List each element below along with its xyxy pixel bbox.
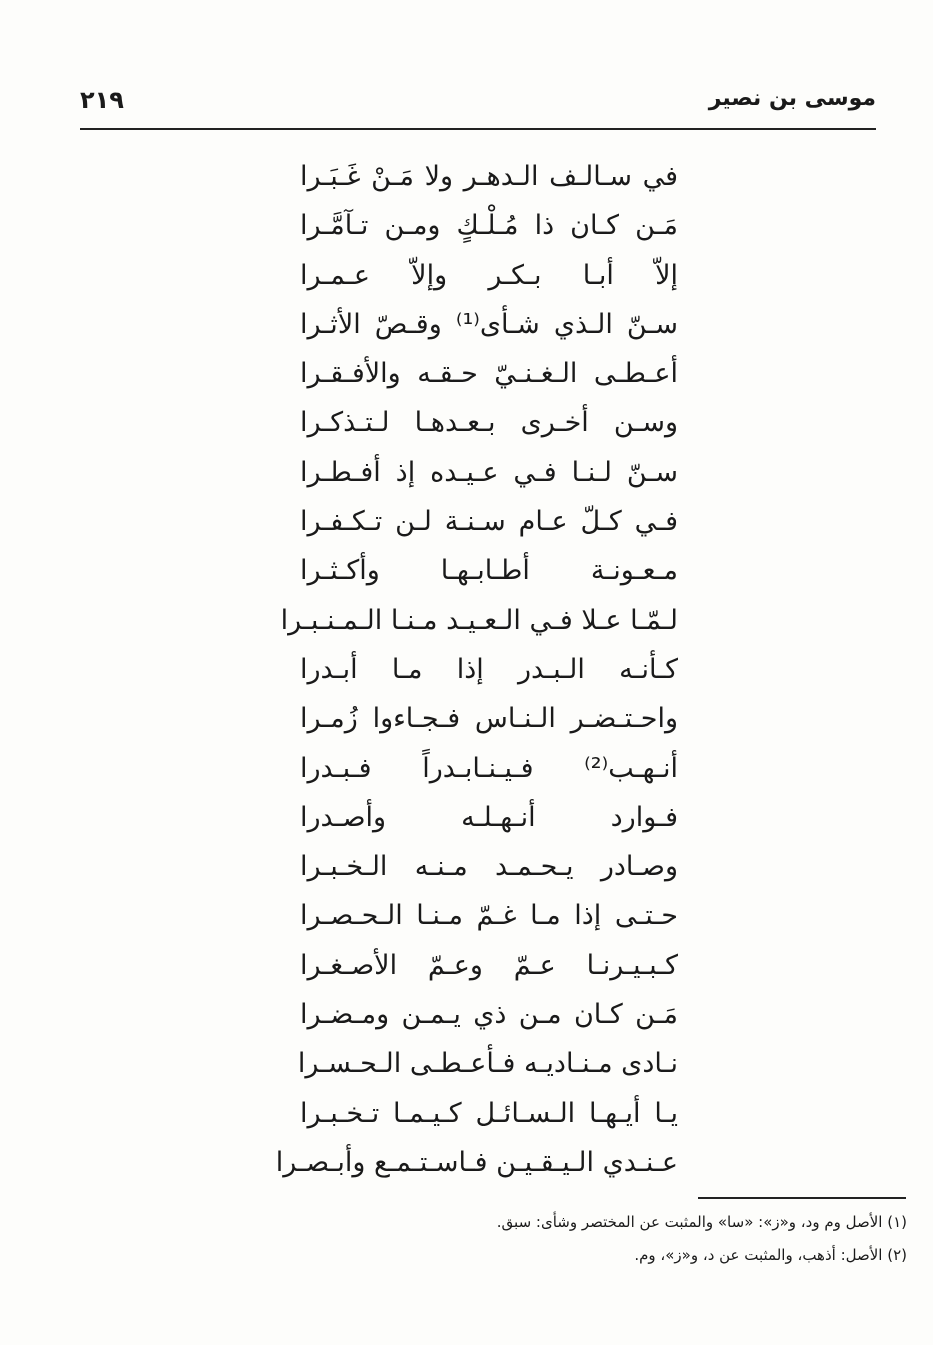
footnote-divider — [698, 1197, 906, 1199]
poem-line: نـادى مـنـاديـه فـأعـطـى الـحـسـرا — [297, 1048, 678, 1080]
poem-line: إلاّ أبـا بـكـر وإلاّ عـمـرا — [300, 259, 678, 291]
poem-line: سـنّ الـذي شـأى⁽¹⁾ وقـصّ الأثـرا — [300, 308, 678, 340]
page-number: ٢١٩ — [80, 86, 124, 114]
footnotes — [407, 1210, 907, 1276]
book-title: موسى بن نصير — [708, 86, 876, 111]
poem-line: أنـهـب⁽²⁾ فـيـنـابـدراً فـبـدرا — [300, 752, 678, 784]
poem-line: كـبـيـرنـا عـمّ وعـمّ الأصـغـرا — [300, 949, 678, 981]
poem-line: كـأنـه الـبـدر إذا مـا أبـدرا — [300, 653, 678, 685]
poem-line: أعـطـى الـغـنـيّ حـقـه والأفـقـرا — [300, 358, 678, 390]
running-head — [80, 86, 876, 122]
poem-line: مَـن كـان ذا مُـلْـكٍ ومـن تـآمَّـرا — [300, 210, 678, 242]
poem-line: عـنـدي الـيـقـيـن فـاسـتـمـع وأبـصـرا — [275, 1146, 678, 1178]
poem-line: في سـالـف الـدهـر ولا مَـنْ غَـبَـرا — [300, 161, 678, 192]
poem-line: سـنّ لـنـا فـي عـيـده إذ أفـطـرا — [300, 456, 678, 488]
poem-line: حـتـى إذا مـا غـمّ مـنـا الـحـصـرا — [300, 900, 678, 932]
poem-line: واحـتـضـر الـنـاس فـجـاءوا زُمـرا — [300, 703, 678, 735]
poem-line: فـوارد أنـهـلـه وأصـدرا — [300, 801, 678, 833]
poem-line: مـعـونـة أطـابـهـا وأكـثـرا — [300, 555, 678, 587]
poem-line: فـي كـلّ عـام سـنـة لـن تـكـفـرا — [300, 506, 678, 538]
poem-line: وسـن أخـرى بـعـدهـا لـتـذكـرا — [300, 407, 678, 439]
poem-line: وصـادر يـحـمـد مـنـه الـخـبـرا — [300, 851, 678, 883]
poem-line: مَـن كـان مـن ذي يـمـن ومـضـرا — [300, 999, 678, 1031]
footnote-2: (٢) الأصل: أذهب، والمثبت عن د، و«ز»، وم. — [634, 1246, 907, 1264]
poem-line: لـمّـا عـلا فـي الـعـيـد مـنـا الـمـنـبـرا — [280, 604, 678, 636]
poem-line: يـا أيـهـا الـسـائـل كـيـمـا تـخـبـرا — [300, 1097, 678, 1129]
header-divider — [80, 128, 876, 130]
footnote-1: (١) الأصل وم ود، و«ز»: «سا» والمثبت عن المختصر وشأى: سبق. — [496, 1213, 907, 1231]
poem-verses — [275, 152, 678, 1187]
